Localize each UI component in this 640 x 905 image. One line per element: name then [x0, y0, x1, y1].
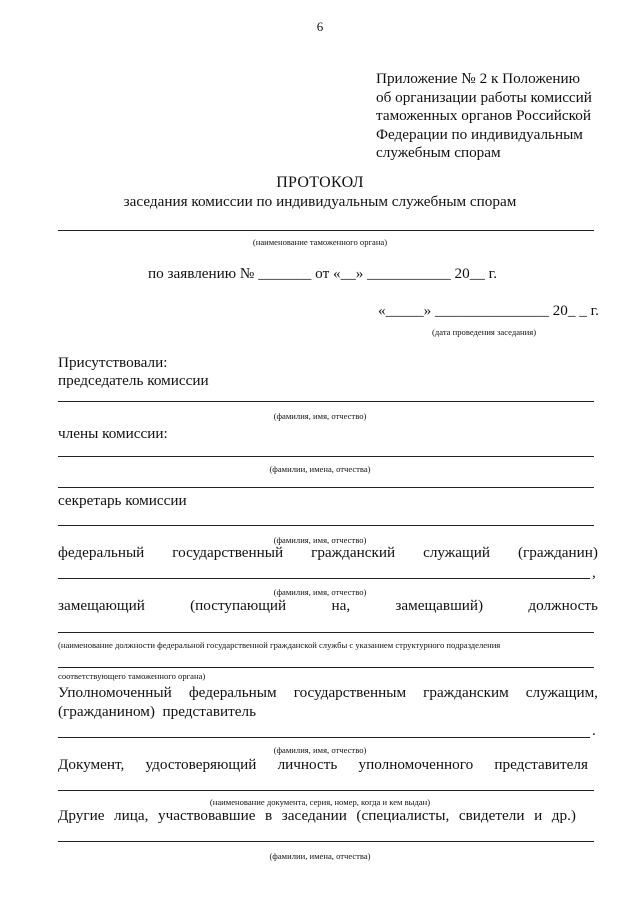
document-subtitle: заседания комиссии по индивидуальным служебным спорам [123, 193, 517, 210]
others-names-field[interactable] [58, 841, 594, 842]
word: лица, [114, 807, 149, 824]
word: гражданский [311, 544, 396, 561]
customs-name-field[interactable] [58, 230, 594, 231]
word: удостоверяющий [145, 756, 257, 773]
civil-servant-comma: , [592, 564, 596, 581]
position-line [58, 597, 598, 615]
word: федеральный [58, 544, 145, 561]
appendix-line: таможенных органов Российской [376, 107, 591, 124]
word: и [534, 807, 543, 824]
word: (специалисты, [356, 807, 450, 824]
appendix-heading [376, 70, 592, 163]
chairman-label: председатель комиссии [58, 372, 209, 389]
word: государственным [293, 684, 407, 701]
word: уполномоченного [358, 756, 474, 773]
secretary-label: секретарь комиссии [58, 492, 187, 509]
chairman-hint: (фамилия, имя, отчество) [273, 411, 367, 421]
appendix-line: Приложение № 2 к Положению [376, 70, 580, 87]
position-name-field[interactable] [58, 632, 594, 633]
representative-name-field[interactable] [58, 737, 590, 738]
members-label: члены комиссии: [58, 425, 168, 442]
word: служащим, [525, 684, 598, 701]
position-hint-continued: соответствующего таможенного органа) [58, 671, 206, 681]
appendix-line: служебным спорам [376, 144, 501, 161]
meeting-date-line[interactable]: «_____» _______________ 20_ _ г. [378, 302, 599, 319]
customs-name-hint: (наименование таможенного органа) [252, 237, 388, 247]
meeting-date-hint: (дата проведения заседания) [432, 327, 537, 337]
word: участвовавшие [157, 807, 256, 824]
position-name-field-2[interactable] [58, 667, 594, 668]
secretary-hint: (фамилия, имя, отчество) [273, 535, 367, 545]
document-line [58, 756, 588, 774]
appendix-line: об организации работы комиссий [376, 88, 592, 106]
word: др.) [551, 807, 576, 824]
word: Документ, [58, 756, 125, 773]
word: Уполномоченный [58, 684, 172, 701]
members-name-field-2[interactable] [58, 487, 594, 488]
present-label: Присутствовали: [58, 354, 168, 371]
appendix-line: Федерации по индивидуальным [376, 125, 583, 143]
representative-period: . [592, 722, 596, 739]
page-number: 6 [316, 19, 324, 34]
members-hint: (фамилии, имена, отчества) [269, 464, 371, 474]
word: свидетели [458, 807, 525, 824]
word: государственный [172, 544, 284, 561]
word: федеральным [188, 684, 277, 701]
civil-servant-name-field[interactable] [58, 578, 590, 579]
word: замещавший) [395, 597, 484, 614]
representative-line-2: (гражданином) представитель [58, 703, 257, 720]
word: заседании [281, 807, 347, 824]
word: Другие [58, 807, 105, 824]
document-title: ПРОТОКОЛ [276, 174, 364, 191]
word: на, [331, 597, 351, 614]
word: замещающий [58, 597, 145, 614]
members-name-field[interactable] [58, 456, 594, 457]
secretary-name-field[interactable] [58, 525, 594, 526]
position-hint: (наименование должности федеральной государственной гражданской службы с указанием структурного подразделения [58, 640, 501, 650]
others-hint: (фамилии, имена, отчества) [269, 851, 371, 861]
chairman-name-field[interactable] [58, 401, 594, 402]
application-line[interactable]: по заявлению № _______ от «__» ___________ 20__ г. [148, 265, 497, 282]
others-line [58, 807, 576, 825]
word: личность [277, 756, 338, 773]
word: служащий [423, 544, 490, 561]
word: в [265, 807, 273, 824]
word: (поступающий [190, 597, 287, 614]
word: должность [528, 597, 598, 614]
civil-servant-hint: (фамилия, имя, отчество) [273, 587, 367, 597]
representative-line [58, 684, 598, 702]
civil-servant-line [58, 544, 598, 562]
document-details-field[interactable] [58, 790, 594, 791]
document-hint: (наименование документа, серия, номер, когда и кем выдан) [209, 797, 431, 807]
representative-hint: (фамилия, имя, отчество) [273, 745, 367, 755]
word: представителя [494, 756, 588, 773]
word: гражданским [423, 684, 509, 701]
word: (гражданин) [517, 544, 598, 561]
